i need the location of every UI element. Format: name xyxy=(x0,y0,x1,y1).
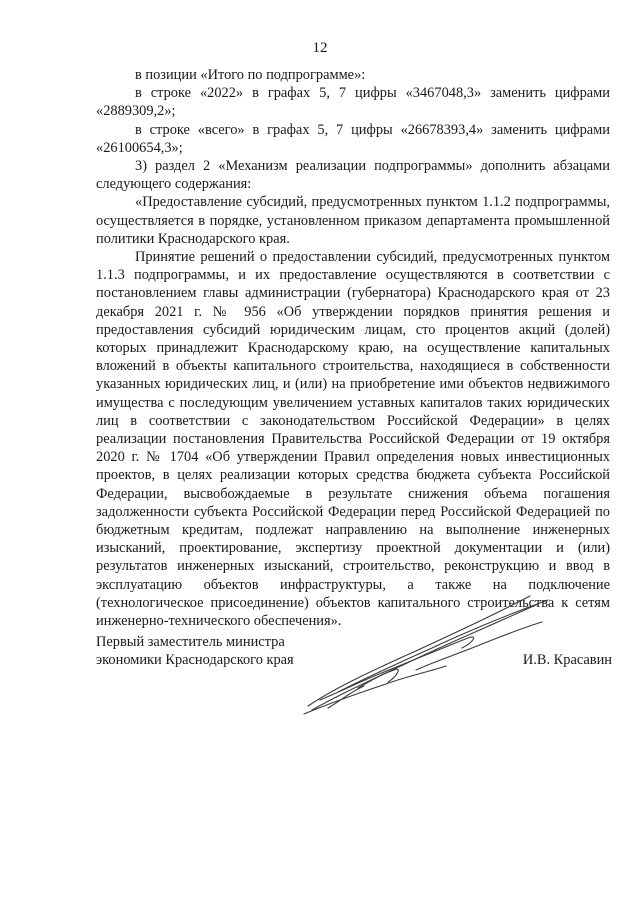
signature-stroke xyxy=(308,596,530,706)
signer-title-line-2: экономики Краснодарского края xyxy=(96,652,294,669)
signature-stroke xyxy=(328,686,364,708)
signature-stroke xyxy=(320,637,474,700)
body-text xyxy=(96,66,610,630)
paragraph-row-2022: в строке «2022» в графах 5, 7 цифры «3467048,3» заменить цифрами «2889309,2»; xyxy=(96,85,610,120)
paragraph-total-position: в позиции «Итого по подпрограмме»: xyxy=(135,67,366,83)
signature-stroke xyxy=(358,669,398,688)
signer-title-line-1: Первый заместитель министра xyxy=(96,634,285,650)
signer-name: И.В. Красавин xyxy=(522,652,612,668)
paragraph-subsidy-1-1-3: Принятие решений о предоставлении субсидий, предусмотренных пунктом 1.1.3 подпрограммы, и их предоставление осуществляются в соответствии с постановлением главы администрации (губернатора) Краснодарского края от 23 декабря 2021 г. № 956 «Об утверждении порядков принятия решения и предоставления субсидий юридическим лицам, сто процентов акций (долей) которых принадлежит Краснодарскому краю, на осуществление капитальных вложений в объекты капитального строительства, находящиеся в собственности указанных юридических лиц, и (или) на приобретение ими объектов недвижимого имущества с последующим увеличением уставных капиталов таких юридических лиц в соответствии с законодательством Российской Федерации» в целях реализации постановления Правительства Российской Федерации от 19 октября 2020 г. № 1704 «Об утверждении Правил определения новых инвестиционных проектов, в целях реализации которых средства бюджета субъекта Российской Федерации, высвобождаемые в результате снижения объема погашения задолженности субъекта Российской Федерации перед Российской Федерацией по бюджетным кредитам, подлежат направлению на выполнение инженерных изысканий, проектирование, экспертизу проектной документации и (или) результатов инженерных изысканий, строительство, реконструкцию и ввод в эксплуатацию объектов инфраструктуры, а также на подключение (технологическое присоединение) объектов капитального строительства к сетям инженерно-технического обеспечения». xyxy=(96,249,610,630)
paragraph-section-2: 3) раздел 2 «Механизм реализации подпрограммы» дополнить абзацами следующего содержания: xyxy=(96,158,610,193)
paragraph-subsidy-1-1-2: «Предоставление субсидий, предусмотренных пунктом 1.1.2 подпрограммы, осуществляется в порядке, установленном приказом департамента промышленной политики Краснодарского края. xyxy=(96,194,610,247)
signature-stroke xyxy=(304,666,446,714)
page-number: 12 xyxy=(312,40,328,56)
paragraph-row-total: в строке «всего» в графах 5, 7 цифры «26678393,4» заменить цифрами «26100654,3»; xyxy=(96,121,610,156)
signer-title xyxy=(96,633,294,669)
